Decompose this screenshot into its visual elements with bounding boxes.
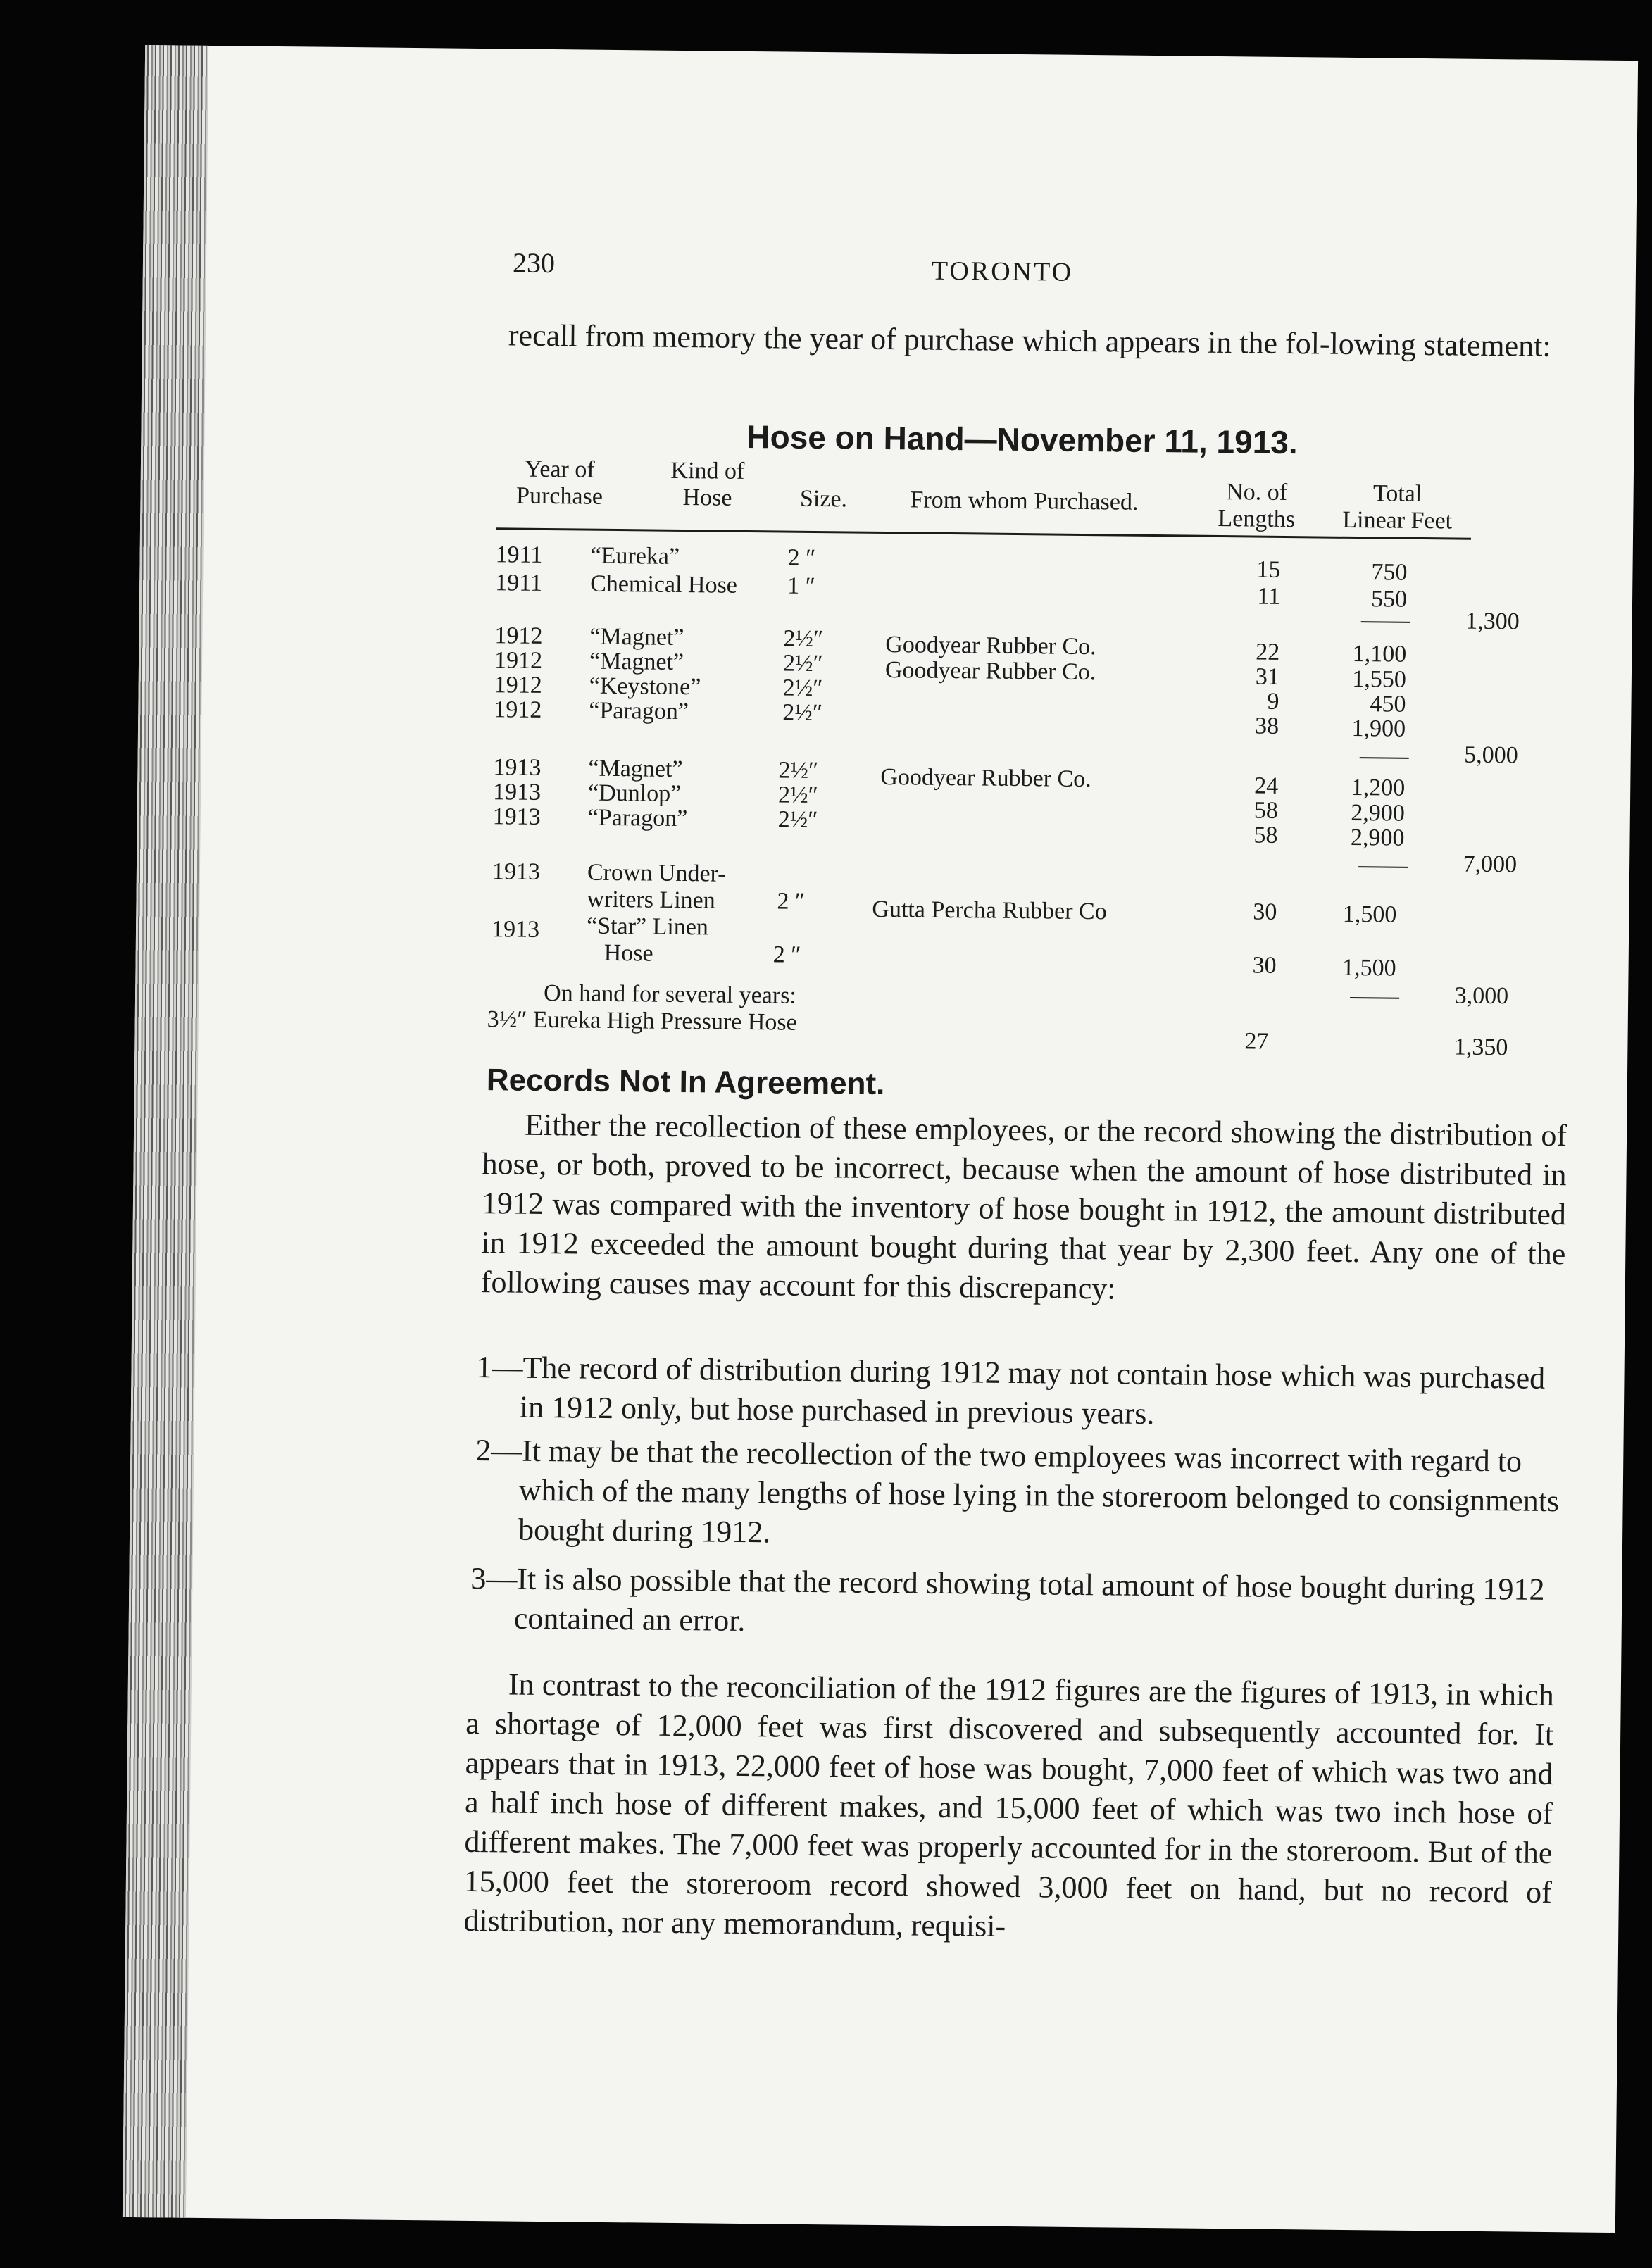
cell-feet: 1,100	[1352, 640, 1407, 668]
cell-size: 2 ″	[772, 941, 801, 968]
paragraph: Either the recollection of these employees, or the record showing the distribution of hose, or both, proved to be incorrect, because when the amount of hose distributed in 1912 was compared with the inventory of hose bought in 1912, the amount distributed in 1912 exceeded the amount bought during that year by 2,300 feet. Any one of the following causes may account for this discrepancy:	[480, 1107, 1567, 1306]
cell-year: 1912	[494, 622, 543, 649]
cell-feet: 1,200	[1351, 774, 1406, 801]
cell-feet: 1,550	[1352, 665, 1407, 693]
subtotal: 1,300	[1465, 608, 1520, 635]
cell-kind: Chemical Hose	[590, 570, 738, 599]
cell-from: Goodyear Rubber Co.	[885, 632, 1096, 660]
subtotal: 5,000	[1464, 741, 1518, 769]
cell-size: 2½″	[778, 757, 819, 784]
cell-lengths: 24	[1254, 772, 1279, 799]
section-heading: Records Not In Agreement.	[486, 1063, 885, 1102]
cell-feet: 2,900	[1351, 799, 1406, 827]
sum-rule	[1350, 997, 1399, 999]
intro-text: recall from memory the year of purchase which appears in the fol-lowing statement:	[508, 318, 1551, 363]
sum-rule	[1358, 866, 1408, 868]
cell-lengths: 9	[1267, 688, 1279, 715]
cell-kind: “Magnet”	[589, 648, 684, 676]
cell-size: 2½″	[782, 650, 823, 677]
cell-kind-line: writers Linen	[587, 886, 715, 914]
cell-year: 1911	[495, 570, 543, 596]
running-header: TORONTO	[931, 256, 1074, 287]
col-head-size: Size.	[799, 485, 848, 513]
cell-feet: 1,500	[1341, 954, 1396, 982]
cell-lengths: 30	[1253, 898, 1277, 925]
cell-lengths: 22	[1256, 639, 1280, 665]
cell-size: 2½″	[777, 782, 818, 809]
cell-feet: 1,350	[1453, 1034, 1508, 1061]
cell-lengths: 11	[1257, 583, 1281, 610]
sum-rule	[1360, 757, 1409, 759]
cell-kind: “Paragon”	[587, 804, 688, 832]
cell-year: 1912	[494, 672, 542, 698]
cell-kind-line: “Star” Linen	[586, 913, 709, 941]
cell-size: 2½″	[782, 675, 823, 702]
cell-lengths: 58	[1253, 822, 1278, 848]
page-edge	[123, 45, 208, 2218]
cell-from: Goodyear Rubber Co.	[884, 657, 1096, 686]
cell-kind-line: Hose	[603, 939, 653, 967]
cell-kind: “Magnet”	[589, 623, 684, 651]
sum-rule	[1361, 621, 1410, 623]
cell-feet: 550	[1370, 586, 1408, 613]
cell-year: 1913	[493, 754, 542, 781]
cell-feet: 450	[1370, 691, 1406, 718]
cell-size: 2½″	[783, 625, 824, 653]
cell-size: 2½″	[777, 806, 818, 834]
list-item: 2—It may be that the recollection of the two employees was incorrect with regard to which of the many lengths of hose lying in the storeroom belonged to consignments bought during 1912.	[475, 1433, 1560, 1550]
col-head-total: Total Linear Feet	[1342, 480, 1453, 534]
col-head-kind: Kind of Hose	[670, 457, 745, 511]
cell-year: 1913	[492, 779, 542, 806]
list-item: 1—The record of distribution during 1912 may not contain hose which was purchased in 1912 only, but hose purchased in previous years.	[476, 1350, 1546, 1431]
subtotal: 7,000	[1463, 851, 1518, 878]
cell-kind-line: Crown Under-	[587, 859, 726, 887]
cell-year: 1911	[495, 541, 543, 568]
cell-lengths: 58	[1253, 797, 1279, 824]
cell-feet: 1,900	[1351, 715, 1406, 742]
cell-kind: “Dunlop”	[587, 779, 682, 808]
extra-line: 3½″ Eureka High Pressure Hose	[487, 1006, 797, 1036]
subtotal: 3,000	[1454, 982, 1509, 1010]
cell-feet: 750	[1371, 559, 1408, 586]
cell-year: 1912	[494, 647, 543, 674]
paragraph: In contrast to the reconciliation of the 1912 figures are the figures of 1913, in which a shortage of 12,000 feet was first discovered and subsequently accounted for. It appears that in 1913, 22,000 feet of hose was bought, 7,000 feet of which was two and a half inch hose of different makes, and 15,000 feet of which was two inch hose of different makes. The 7,000 feet was properly accounted for in the storeroom. But of the 15,000 feet the storeroom record showed 3,000 feet on hand, but no record of distribution, nor any memorandum, requisi-	[463, 1667, 1555, 1943]
col-head-from: From whom Purchased.	[910, 487, 1139, 515]
cell-lengths: 30	[1252, 952, 1277, 979]
cell-size: 2½″	[782, 699, 823, 727]
cell-year: 1913	[492, 858, 541, 885]
cell-feet: 1,500	[1342, 901, 1397, 928]
cell-kind: “Magnet”	[588, 755, 683, 783]
cell-lengths: 27	[1244, 1028, 1269, 1055]
extra-line: On hand for several years:	[543, 979, 797, 1009]
cell-size: 1 ″	[787, 572, 816, 599]
table-title: Hose on Hand—November 11, 1913.	[746, 418, 1298, 461]
cell-lengths: 31	[1255, 663, 1280, 690]
cell-year: 1912	[494, 696, 542, 723]
cell-kind: “Keystone”	[589, 672, 701, 701]
cell-feet: 2,900	[1350, 824, 1405, 851]
cell-lengths: 38	[1254, 713, 1279, 739]
cell-year: 1913	[491, 916, 540, 943]
cell-from: Goodyear Rubber Co.	[880, 763, 1091, 793]
cell-size: 2 ″	[777, 888, 806, 915]
cell-size: 2 ″	[787, 544, 816, 571]
page-number: 230	[512, 246, 556, 280]
col-head-lengths: No. of Lengths	[1218, 479, 1296, 533]
cell-kind: “Paragon”	[589, 697, 689, 725]
cell-from: Gutta Percha Rubber Co	[872, 896, 1107, 925]
cell-lengths: 15	[1256, 556, 1281, 583]
cell-kind: “Eureka”	[590, 542, 680, 570]
cell-year: 1913	[492, 803, 541, 830]
book-page	[123, 45, 1638, 2233]
col-head-year: Year of Purchase	[515, 456, 603, 510]
list-item: 3—It is also possible that the record showing total amount of hose bought during 1912 contained an error.	[470, 1560, 1545, 1639]
